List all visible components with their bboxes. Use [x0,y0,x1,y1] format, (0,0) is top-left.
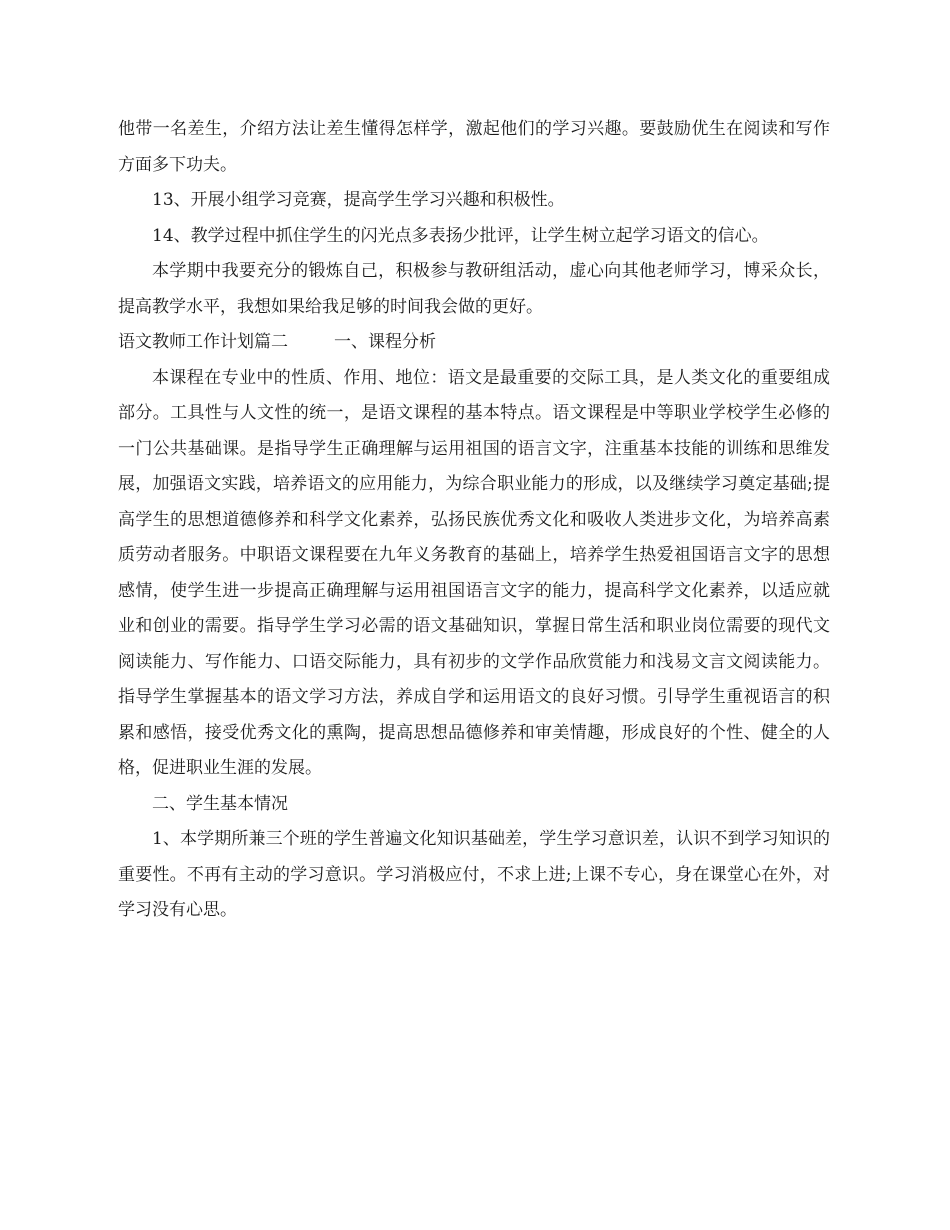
section-title: 语文教师工作计划篇二 [118,332,288,352]
section-heading [118,325,830,361]
paragraph-item-14: 14、教学过程中抓住学生的闪光点多表扬少批评，让学生树立起学习语文的信心。 [152,225,769,246]
paragraph-item-13: 13、开展小组学习竞赛，提高学生学习兴趣和积极性。 [152,190,565,210]
subheading-student-situation: 二、学生基本情况 [152,793,288,814]
document-page [118,112,830,929]
section-subtitle: 一、课程分析 [334,332,436,352]
paragraph-course-analysis: 本课程在专业中的性质、作用、地位：语文是最重要的交际工具，是人类文化的重要组成部分。工具性与人文性的统一，是语文课程的基本特点。语文课程是中等职业学校学生必修的一门公共基础课。是指导学生正确理解与运用祖国的语言文字，注重基本技能的训练和思维发展，加强语文实践，培养语文的应用能力，为综合职业能力的形成，以及继续学习奠定基础;提高学生的思想道德修养和科学文化素养，弘扬民族优秀文化和吸收人类进步文化，为培养高素质劳动者服务。中职语文课程要在九年义务教育的基础上，培养学生热爱祖国语言文字的思想感情，使学生进一步提高正确理解与运用祖国语言文字的能力，提高科学文化素养，以适应就业和创业的需要。指导学生学习必需的语文基础知识，掌握日常生活和职业岗位需要的现代文阅读能力、写作能力、口语交际能力，具有初步的文学作品欣赏能力和浅易文言文阅读能力。指导学生掌握基本的语文学习方法，养成自学和运用语文的良好习惯。引导学生重视语言的积累和感悟，接受优秀文化的熏陶，提高思想品德修养和审美情趣，形成良好的个性、健全的人格，促进职业生涯的发展。 [118,367,830,778]
paragraph-continuation: 他带一名差生，介绍方法让差生懂得怎样学，激起他们的学习兴趣。要鼓励优生在阅读和写作方面多下功夫。 [118,119,830,175]
paragraph-student-item-1: 1、本学期所兼三个班的学生普遍文化知识基础差，学生学习意识差，认识不到学习知识的重要性。不再有主动的学习意识。学习消极应付，不求上进;上课不专心，身在课堂心在外，对学习没有心思。 [118,829,830,920]
paragraph-closing: 本学期中我要充分的锻炼自己，积极参与教研组活动，虚心向其他老师学习，博采众长，提高教学水平，我想如果给我足够的时间我会做的更好。 [118,261,830,317]
